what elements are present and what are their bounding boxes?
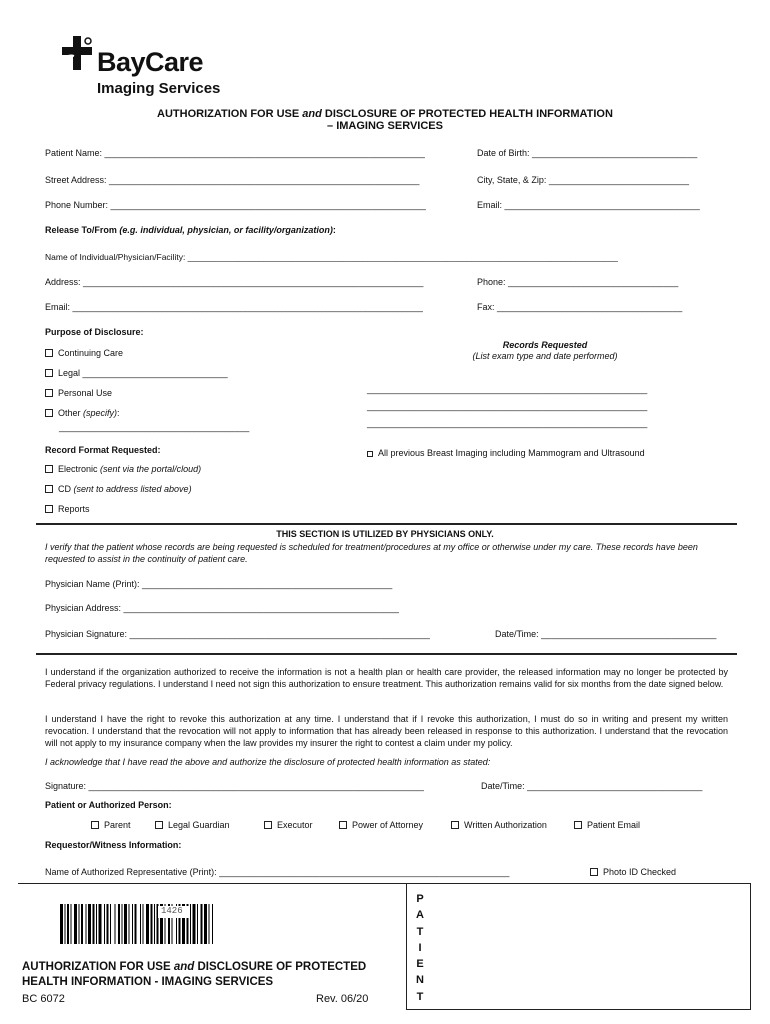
purpose-other-checkbox[interactable]: Other (specify): <box>45 408 120 418</box>
patient-signature-field[interactable]: Signature: ___________________________________________________________________ <box>45 781 424 791</box>
city-field[interactable]: City, State, & Zip: ____________________________ <box>477 175 690 185</box>
patient-letter: A <box>416 909 424 922</box>
physician-name-field[interactable]: Physician Name (Print): __________________________________________________ <box>45 579 393 589</box>
physician-signature-field[interactable]: Physician Signature: ____________________________________________________________ <box>45 629 430 639</box>
purpose-continuing-checkbox[interactable]: Continuing Care <box>45 348 123 358</box>
brand-name: BayCare <box>97 47 204 77</box>
purpose-personal-checkbox[interactable]: Personal Use <box>45 388 112 398</box>
release-fax-field[interactable]: Fax: _____________________________________ <box>477 302 683 312</box>
phone-field[interactable]: Phone Number: _______________________________________________________________ <box>45 200 426 210</box>
authorized-person-heading: Patient or Authorized Person: <box>45 800 172 810</box>
patient-letter: T <box>416 990 424 1003</box>
checkbox-icon[interactable] <box>45 505 53 513</box>
release-address-field[interactable]: Address: ____________________________________________________________________ <box>45 277 424 287</box>
parent-checkbox[interactable]: Parent <box>91 820 131 830</box>
photo-id-checkbox[interactable]: Photo ID Checked <box>590 867 676 877</box>
form-code: BC 6072 <box>22 993 65 1005</box>
dob-field[interactable]: Date of Birth: _________________________________ <box>477 148 698 158</box>
physician-date-field[interactable]: Date/Time: ___________________________________ <box>495 629 717 639</box>
checkbox-icon[interactable] <box>45 349 53 357</box>
street-field[interactable]: Street Address: ______________________________________________________________ <box>45 175 420 185</box>
checkbox-icon[interactable] <box>155 821 163 829</box>
section-divider <box>36 523 737 525</box>
patient-name-field[interactable]: Patient Name: ________________________________________________________________ <box>45 148 425 158</box>
format-heading: Record Format Requested: <box>45 445 161 455</box>
release-heading: Release To/From (e.g. individual, physician, or facility/organization): <box>45 225 336 235</box>
barcode-number: 1426 <box>158 906 190 918</box>
footer-vertical-divider <box>406 883 407 1010</box>
purpose-legal-checkbox[interactable]: Legal _____________________________ <box>45 368 228 378</box>
checkbox-icon[interactable] <box>45 409 53 417</box>
records-subheading: (List exam type and date performed) <box>472 351 618 361</box>
power-of-attorney-checkbox[interactable]: Power of Attorney <box>339 820 423 830</box>
cross-logo-icon <box>58 34 98 74</box>
footer-bottom-rule <box>406 1009 751 1010</box>
consent-paragraph-1: I understand if the organization authorized to receive the information is not a health plan or health care provider, the released information may no longer be protected by Federal privacy regulations. I understand I need not sign this authorization to ensure treatment. This authorization remains valid for six months from the date signed below. <box>45 667 728 689</box>
physician-heading: THIS SECTION IS UTILIZED BY PHYSICIANS ONLY. <box>276 529 494 539</box>
consent-paragraph-2: I understand I have the right to revoke this authorization at any time. I understand that if I revoke this authorization, I must do so in writing and present my written revocation. I understand that the revocation will not apply to information that has already been released in response to this authorization. I understand that the revocation will not apply to my insurance company when the law provides my insurer the right to contest a claim under my policy. <box>45 714 728 748</box>
patient-letter: N <box>416 974 424 987</box>
checkbox-icon[interactable] <box>574 821 582 829</box>
patient-email-checkbox[interactable]: Patient Email <box>574 820 640 830</box>
form-revision: Rev. 06/20 <box>316 993 369 1005</box>
legal-guardian-checkbox[interactable]: Legal Guardian <box>155 820 230 830</box>
checkbox-icon[interactable] <box>451 821 459 829</box>
format-electronic-checkbox[interactable]: Electronic (sent via the portal/cloud) <box>45 464 201 474</box>
release-email-field[interactable]: Email: ______________________________________________________________________ <box>45 302 423 312</box>
checkbox-icon[interactable] <box>590 868 598 876</box>
patient-letter: T <box>416 925 424 938</box>
records-line[interactable]: ________________________________________________________ <box>367 418 648 428</box>
representative-name-field[interactable]: Name of Authorized Representative (Print): __________________________________________________________ <box>45 867 510 877</box>
release-name-field[interactable]: Name of Individual/Physician/Facility: ___________________________________________________________________________________________ <box>45 252 618 262</box>
checkbox-icon[interactable] <box>339 821 347 829</box>
purpose-heading: Purpose of Disclosure: <box>45 327 144 337</box>
brand-subtitle: Imaging Services <box>97 80 221 97</box>
checkbox-icon[interactable] <box>367 451 373 457</box>
footer-right-border <box>750 883 751 1010</box>
checkbox-icon[interactable] <box>45 465 53 473</box>
physician-address-field[interactable]: Physician Address: _______________________________________________________ <box>45 603 399 613</box>
patient-letter: P <box>416 893 424 905</box>
format-reports-checkbox[interactable]: Reports <box>45 504 90 514</box>
footer-title-line1: AUTHORIZATION FOR USE and DISCLOSURE OF PROTECTED <box>22 961 367 973</box>
section-divider <box>36 653 737 655</box>
form-title: AUTHORIZATION FOR USE and DISCLOSURE OF PROTECTED HEALTH INFORMATION – IMAGING SERVICES <box>157 108 613 132</box>
checkbox-icon[interactable] <box>45 369 53 377</box>
patient-vertical-label <box>414 891 426 1005</box>
release-phone-field[interactable]: Phone: __________________________________ <box>477 277 679 287</box>
email-field[interactable]: Email: _______________________________________ <box>477 200 700 210</box>
footer-divider <box>18 883 751 884</box>
footer-title-line2: HEALTH INFORMATION - IMAGING SERVICES <box>22 976 274 988</box>
executor-checkbox[interactable]: Executor <box>264 820 313 830</box>
written-authorization-checkbox[interactable]: Written Authorization <box>451 820 547 830</box>
patient-letter: I <box>418 941 422 954</box>
records-line[interactable]: ________________________________________________________ <box>367 384 648 394</box>
records-heading: Records Requested <box>502 340 588 350</box>
acknowledge-text: I acknowledge that I have read the above and authorize the disclosure of protected health information as stated: <box>45 757 491 767</box>
witness-heading: Requestor/Witness Information: <box>45 840 182 850</box>
physician-verify-text: I verify that the patient whose records are being requested is scheduled for treatment/procedures at my office or otherwise under my care. These records have been requested to assist in the continuity of patient care. <box>45 542 698 564</box>
checkbox-icon[interactable] <box>264 821 272 829</box>
format-cd-checkbox[interactable]: CD (sent to address listed above) <box>45 484 192 494</box>
breast-imaging-checkbox[interactable]: All previous Breast Imaging including Mammogram and Ultrasound <box>367 448 645 458</box>
checkbox-icon[interactable] <box>45 389 53 397</box>
checkbox-icon[interactable] <box>91 821 99 829</box>
records-line[interactable]: ________________________________________________________ <box>367 401 648 411</box>
patient-date-field[interactable]: Date/Time: ___________________________________ <box>481 781 703 791</box>
patient-letter: E <box>416 958 424 971</box>
purpose-other-line[interactable]: ______________________________________ <box>59 422 250 432</box>
checkbox-icon[interactable] <box>45 485 53 493</box>
